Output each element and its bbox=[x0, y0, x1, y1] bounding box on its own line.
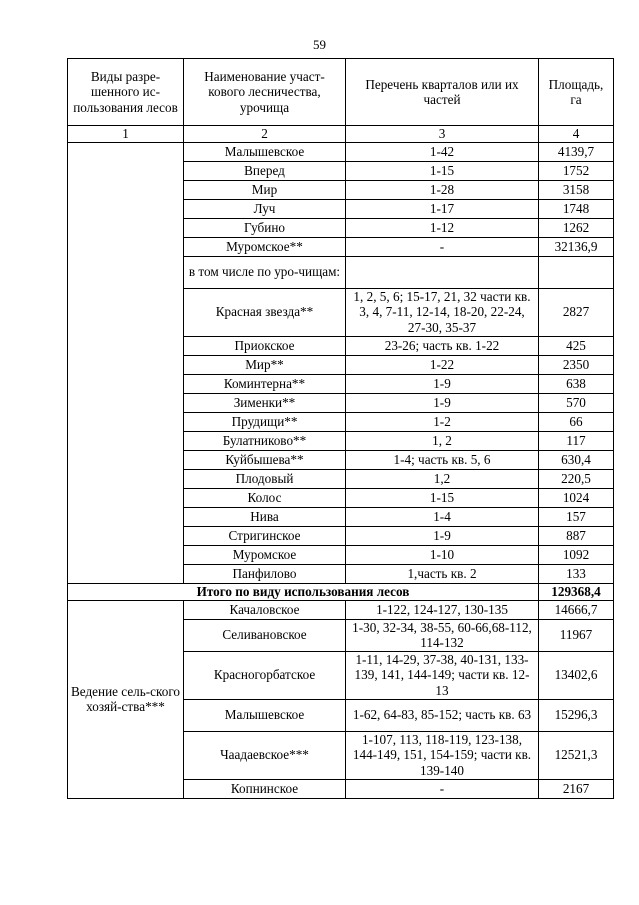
blocks-cell: 1-15 bbox=[346, 161, 539, 180]
blocks-cell: 1-15 bbox=[346, 488, 539, 507]
forestry-name-cell: Коминтерна** bbox=[184, 374, 346, 393]
blocks-cell: 1,2 bbox=[346, 469, 539, 488]
blocks-cell bbox=[346, 256, 539, 288]
table-header-row bbox=[68, 59, 614, 126]
page-number: 59 bbox=[313, 37, 326, 52]
header-forestry-name: Наименование участ-кового лесничества, урочища bbox=[184, 59, 346, 126]
area-cell: 1262 bbox=[539, 218, 614, 237]
total-area: 129368,4 bbox=[539, 583, 614, 600]
area-cell: 1748 bbox=[539, 199, 614, 218]
blocks-cell: 1-9 bbox=[346, 374, 539, 393]
header-area: Площадь, га bbox=[539, 59, 614, 126]
blocks-cell: 1-107, 113, 118-119, 123-138, 144-149, 151, 154-159; части кв. 139-140 bbox=[346, 731, 539, 779]
area-cell: 2827 bbox=[539, 288, 614, 336]
blocks-cell: 1,часть кв. 2 bbox=[346, 564, 539, 583]
area-cell: 15296,3 bbox=[539, 699, 614, 731]
area-cell: 11967 bbox=[539, 619, 614, 651]
forestry-name-cell: Красная звезда** bbox=[184, 288, 346, 336]
forestry-name-cell: Селивановское bbox=[184, 619, 346, 651]
blocks-cell: 23-26; часть кв. 1-22 bbox=[346, 336, 539, 355]
area-cell: 12521,3 bbox=[539, 731, 614, 779]
area-cell: 133 bbox=[539, 564, 614, 583]
forestry-name-cell: Качаловское bbox=[184, 600, 346, 619]
forestry-name-cell: Нива bbox=[184, 507, 346, 526]
blocks-cell: 1-122, 124-127, 130-135 bbox=[346, 600, 539, 619]
area-cell: 887 bbox=[539, 526, 614, 545]
area-cell: 2167 bbox=[539, 779, 614, 798]
forestry-name-cell: Панфилово bbox=[184, 564, 346, 583]
forestry-name-cell: Муромское** bbox=[184, 237, 346, 256]
blocks-cell: 1-42 bbox=[346, 142, 539, 161]
blocks-cell: 1-28 bbox=[346, 180, 539, 199]
blocks-cell: 1-11, 14-29, 37-38, 40-131, 133-139, 141, 144-149; части кв. 12-13 bbox=[346, 651, 539, 699]
blocks-cell: - bbox=[346, 237, 539, 256]
blocks-cell: 1, 2, 5, 6; 15-17, 21, 32 части кв. 3, 4, 7-11, 12-14, 18-20, 22-24, 27-30, 35-37 bbox=[346, 288, 539, 336]
blocks-cell: 1-17 bbox=[346, 199, 539, 218]
area-cell: 425 bbox=[539, 336, 614, 355]
area-cell: 220,5 bbox=[539, 469, 614, 488]
blocks-cell: 1-10 bbox=[346, 545, 539, 564]
area-cell: 1092 bbox=[539, 545, 614, 564]
forestry-name-cell: Булатниково** bbox=[184, 431, 346, 450]
forestry-name-cell: Копнинское bbox=[184, 779, 346, 798]
header-use-type: Виды разре-шенного ис-пользования лесов bbox=[68, 59, 184, 126]
area-cell: 1752 bbox=[539, 161, 614, 180]
area-cell: 570 bbox=[539, 393, 614, 412]
forestry-name-cell: Малышевское bbox=[184, 699, 346, 731]
forestry-name-cell: Плодовый bbox=[184, 469, 346, 488]
column-number-row bbox=[68, 126, 614, 143]
area-cell: 2350 bbox=[539, 355, 614, 374]
column-number: 1 bbox=[68, 126, 184, 143]
use-type-cell: Ведение сель-ского хозяй-ства*** bbox=[68, 600, 184, 798]
area-cell: 14666,7 bbox=[539, 600, 614, 619]
blocks-cell: 1-12 bbox=[346, 218, 539, 237]
column-number: 3 bbox=[346, 126, 539, 143]
blocks-cell: 1-9 bbox=[346, 526, 539, 545]
area-cell bbox=[539, 256, 614, 288]
forestry-name-cell: Луч bbox=[184, 199, 346, 218]
forestry-name-cell: Прудищи** bbox=[184, 412, 346, 431]
blocks-cell: 1-4 bbox=[346, 507, 539, 526]
forestry-name-cell: Губино bbox=[184, 218, 346, 237]
forestry-name-cell: Зименки** bbox=[184, 393, 346, 412]
blocks-cell: 1-62, 64-83, 85-152; часть кв. 63 bbox=[346, 699, 539, 731]
forestry-name-cell: Вперед bbox=[184, 161, 346, 180]
blocks-cell: 1-4; часть кв. 5, 6 bbox=[346, 450, 539, 469]
forestry-name-cell: Красногорбатское bbox=[184, 651, 346, 699]
area-cell: 3158 bbox=[539, 180, 614, 199]
forestry-name-cell: Мир** bbox=[184, 355, 346, 374]
table-row bbox=[68, 600, 614, 619]
forestry-name-cell: Куйбышева** bbox=[184, 450, 346, 469]
table-row bbox=[68, 142, 614, 161]
column-number: 2 bbox=[184, 126, 346, 143]
blocks-cell: - bbox=[346, 779, 539, 798]
area-cell: 630,4 bbox=[539, 450, 614, 469]
forestry-name-cell: Приокское bbox=[184, 336, 346, 355]
column-number: 4 bbox=[539, 126, 614, 143]
forestry-name-cell: Стригинское bbox=[184, 526, 346, 545]
area-cell: 1024 bbox=[539, 488, 614, 507]
forestry-name-cell: Малышевское bbox=[184, 142, 346, 161]
area-cell: 638 bbox=[539, 374, 614, 393]
forestry-name-cell: в том числе по уро-чищам: bbox=[184, 256, 346, 288]
blocks-cell: 1, 2 bbox=[346, 431, 539, 450]
area-cell: 13402,6 bbox=[539, 651, 614, 699]
area-cell: 32136,9 bbox=[539, 237, 614, 256]
area-cell: 66 bbox=[539, 412, 614, 431]
blocks-cell: 1-2 bbox=[346, 412, 539, 431]
area-cell: 4139,7 bbox=[539, 142, 614, 161]
header-blocks-list: Перечень кварталов или их частей bbox=[346, 59, 539, 126]
area-cell: 157 bbox=[539, 507, 614, 526]
forestry-name-cell: Колос bbox=[184, 488, 346, 507]
forestry-name-cell: Чаадаевское*** bbox=[184, 731, 346, 779]
forestry-name-cell: Муромское bbox=[184, 545, 346, 564]
use-type-cell-empty bbox=[68, 142, 184, 583]
forest-use-table bbox=[67, 58, 614, 799]
total-row bbox=[68, 583, 614, 600]
area-cell: 117 bbox=[539, 431, 614, 450]
forestry-name-cell: Мир bbox=[184, 180, 346, 199]
blocks-cell: 1-9 bbox=[346, 393, 539, 412]
total-label: Итого по виду использования лесов bbox=[68, 583, 539, 600]
blocks-cell: 1-30, 32-34, 38-55, 60-66,68-112, 114-132 bbox=[346, 619, 539, 651]
blocks-cell: 1-22 bbox=[346, 355, 539, 374]
